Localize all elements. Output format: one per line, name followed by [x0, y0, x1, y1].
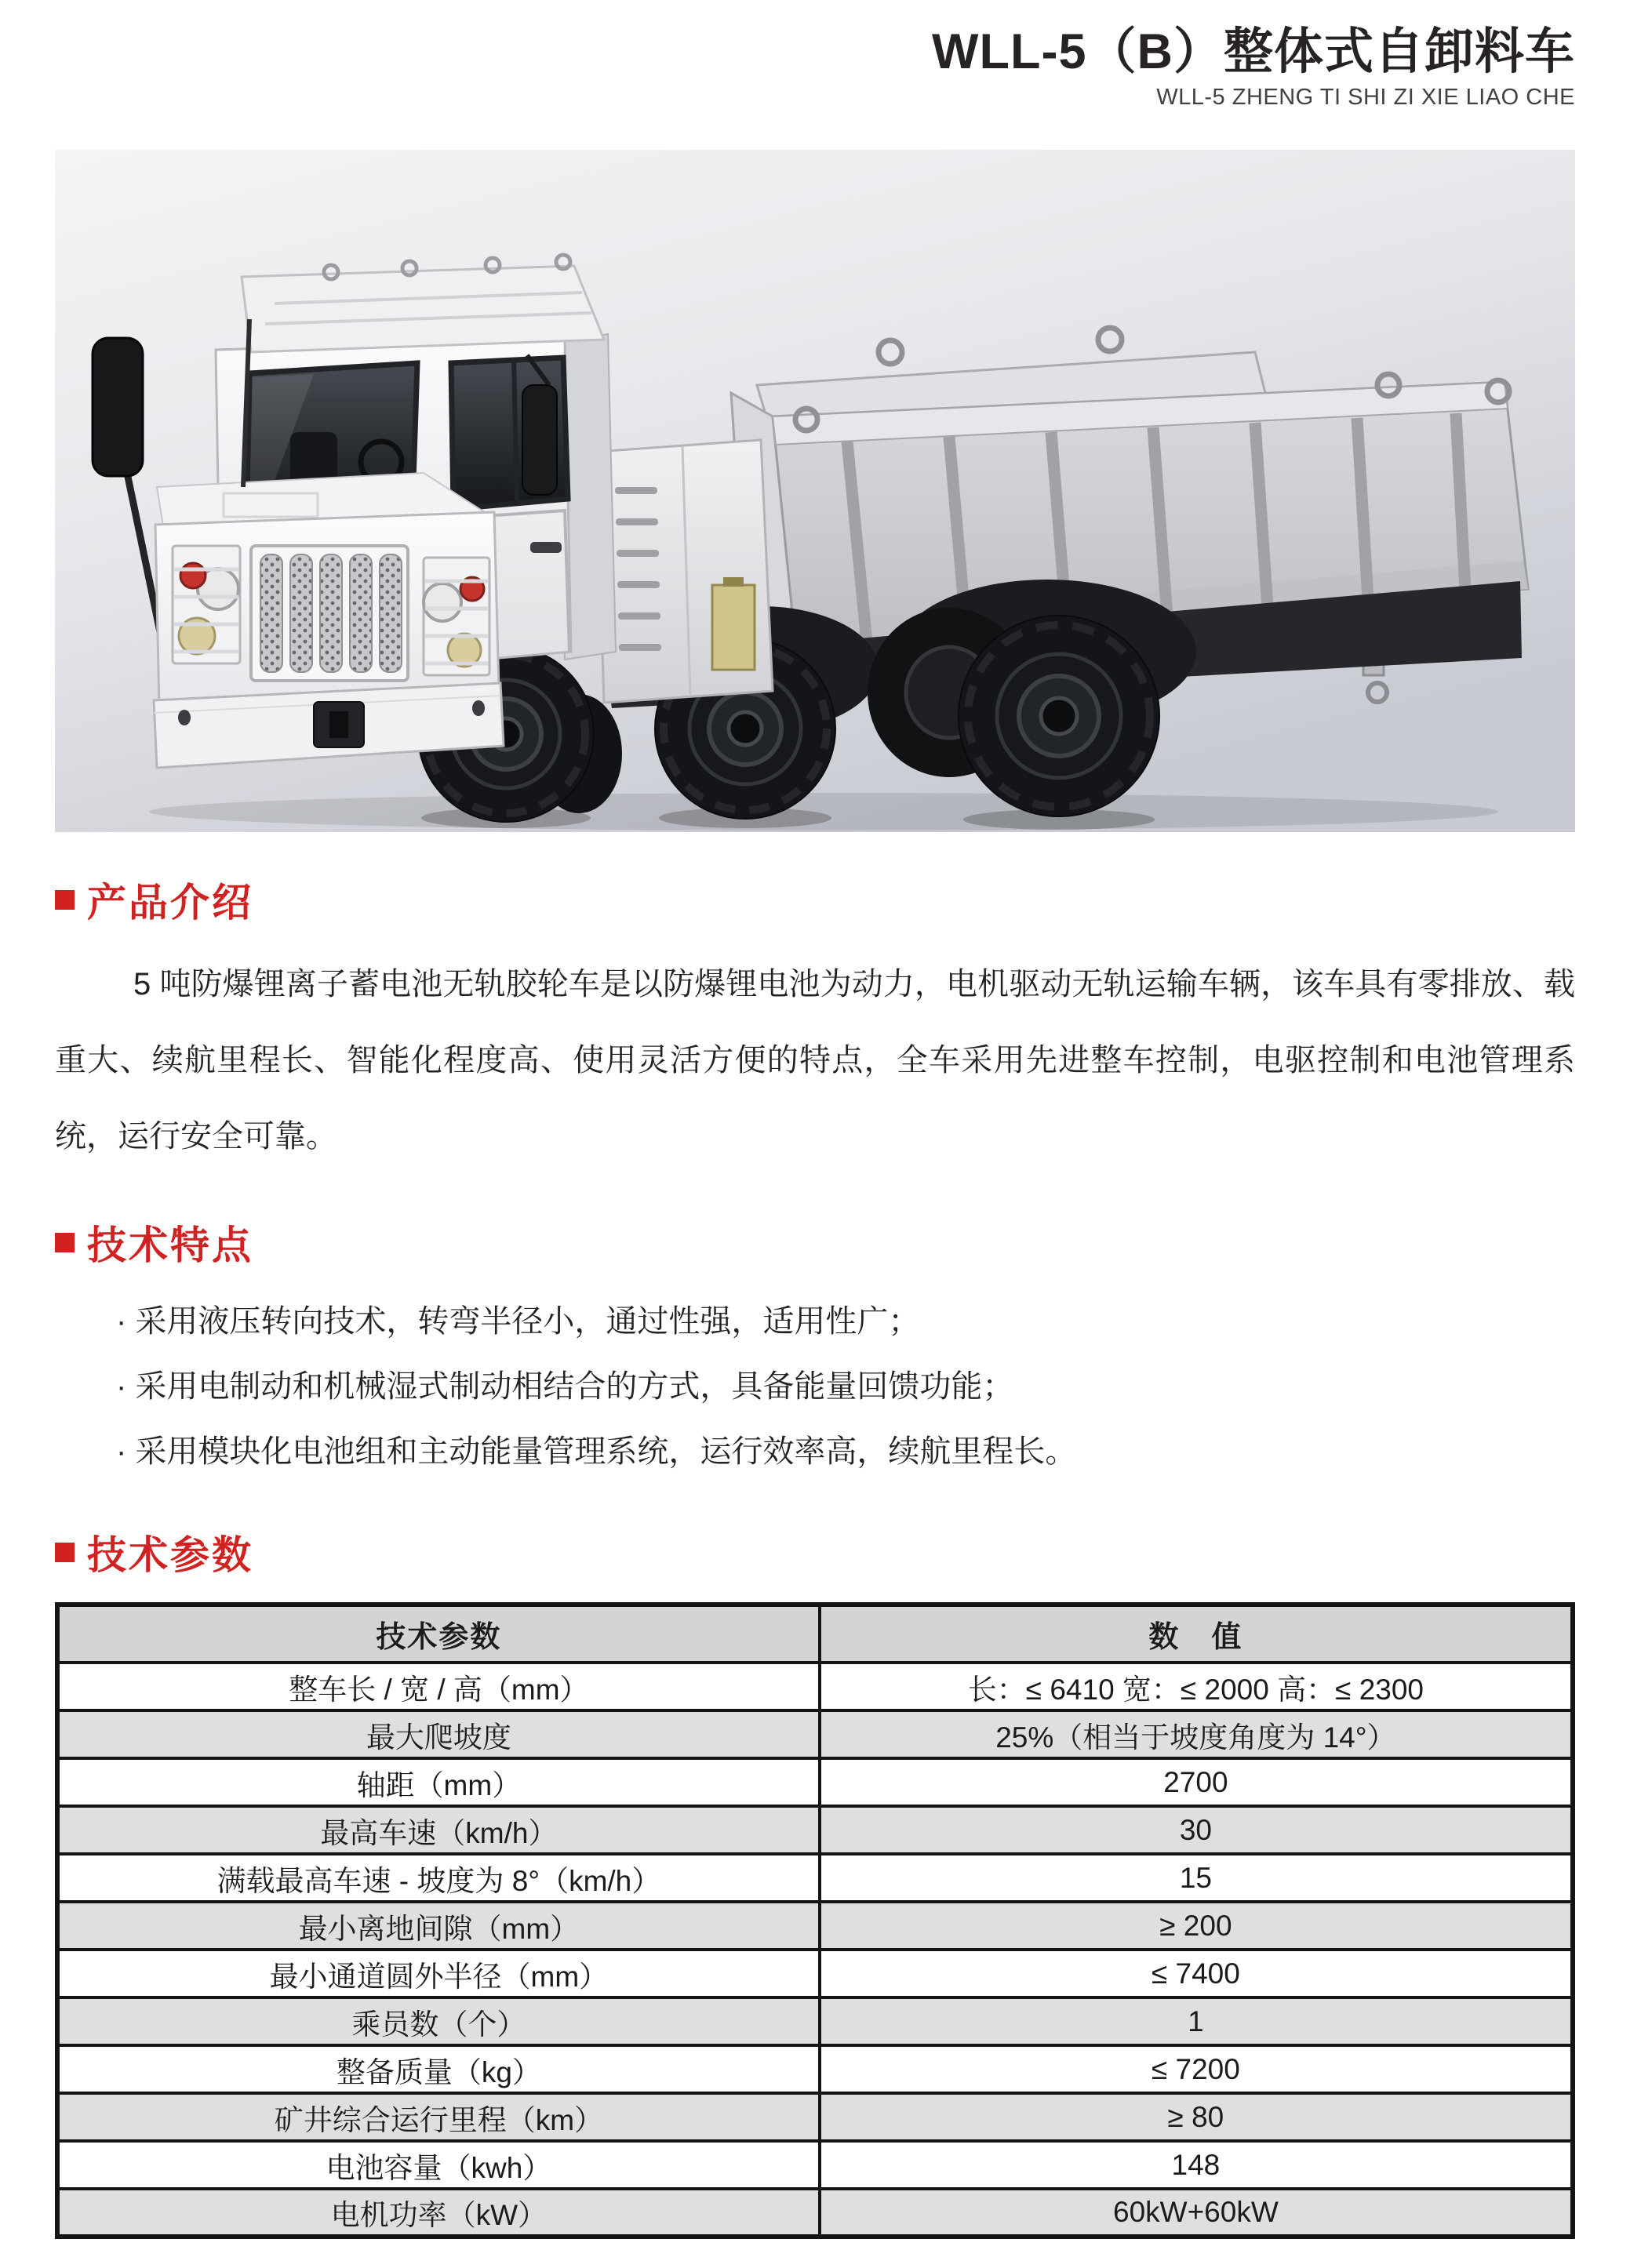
red-lamp-icon — [180, 563, 206, 588]
spec-value-cell: ≥ 200 — [820, 1902, 1573, 1950]
spec-value-cell: ≥ 80 — [820, 2093, 1573, 2141]
spec-table-row — [57, 1902, 1573, 1950]
spec-table-row — [57, 1806, 1573, 1854]
section-heading-intro — [55, 871, 1575, 928]
spec-value-cell: 2700 — [820, 1758, 1573, 1806]
section-title: 产品介绍 — [87, 881, 253, 925]
spec-value-cell: ≤ 7200 — [820, 2045, 1573, 2093]
intro-paragraph: 5 吨防爆锂离子蓄电池无轨胶轮车是以防爆锂电池为动力，电机驱动无轨运输车辆，该车具有零排放、载重大、续航里程长、智能化程度高、使用灵活方便的特点，全车采用先进整车控制，电驱控制和电池管理系统，运行安全可靠。 — [55, 967, 1575, 1154]
cab-roof — [242, 266, 604, 352]
feature-item: · 采用模块化电池组和主动能量管理系统，运行效率高，续航里程长。 — [116, 1434, 1077, 1470]
spec-table-row — [57, 1710, 1573, 1758]
section-title: 技术参数 — [87, 1533, 253, 1578]
spec-value-cell: 148 — [820, 2141, 1573, 2189]
spec-param-cell: 最高车速（km/h） — [57, 1806, 820, 1854]
red-square-bullet-icon — [55, 890, 75, 910]
spec-param-cell: 最大爬坡度 — [57, 1710, 820, 1758]
spec-col-header-value: 数 值 — [820, 1605, 1573, 1663]
spec-table-row — [57, 1950, 1573, 1997]
left-mirror — [93, 338, 143, 476]
spec-param-cell: 矿井综合运行里程（km） — [57, 2093, 820, 2141]
left-headlight-cluster — [173, 546, 240, 663]
spec-param-cell: 电池容量（kwh） — [57, 2141, 820, 2189]
spec-param-cell: 整车长 / 宽 / 高（mm） — [57, 1663, 820, 1710]
spec-table-row — [57, 1663, 1573, 1710]
spec-table-row — [57, 1854, 1573, 1902]
right-headlight-cluster — [424, 558, 489, 675]
spec-param-cell: 整备质量（kg） — [57, 2045, 820, 2093]
spec-value-cell: 25%（相当于坡度角度为 14°） — [820, 1710, 1573, 1758]
spec-table — [55, 1602, 1575, 2239]
spec-value-cell: ≤ 7400 — [820, 1950, 1573, 1997]
junction-box — [712, 585, 755, 670]
section-heading-features — [55, 1214, 1575, 1270]
page-subtitle: WLL-5 ZHENG TI SHI ZI XIE LIAO CHE — [1156, 85, 1575, 111]
spec-table-row — [57, 2045, 1573, 2093]
spec-table-header-row — [57, 1605, 1573, 1663]
spec-value-cell: 30 — [820, 1806, 1573, 1854]
spec-param-cell: 电机功率（kW） — [57, 2189, 820, 2237]
spec-table-row — [57, 2093, 1573, 2141]
spec-param-cell: 轴距（mm） — [57, 1758, 820, 1806]
spec-table-row — [57, 1758, 1573, 1806]
spec-param-cell: 最小离地间隙（mm） — [57, 1902, 820, 1950]
battery-box — [596, 440, 773, 703]
spec-param-cell: 最小通道圆外半径（mm） — [57, 1950, 820, 1997]
red-square-bullet-icon — [55, 1543, 75, 1562]
spec-param-cell: 乘员数（个） — [57, 1997, 820, 2045]
feature-item: · 采用液压转向技术，转弯半径小，通过性强，适用性广； — [116, 1304, 920, 1339]
spec-table-body — [57, 1663, 1573, 2237]
section-heading-specs — [55, 1524, 1575, 1580]
spec-table-row — [57, 2141, 1573, 2189]
product-photo — [55, 150, 1575, 832]
red-square-bullet-icon — [55, 1233, 75, 1252]
spec-table-row — [57, 1997, 1573, 2045]
section-title: 技术特点 — [87, 1223, 253, 1268]
truck-image — [55, 150, 1575, 832]
page-header — [55, 0, 1575, 111]
spec-value-cell: 60kW+60kW — [820, 2189, 1573, 2237]
page-title: WLL-5（B）整体式自卸料车 — [932, 24, 1575, 79]
spec-value-cell: 15 — [820, 1854, 1573, 1902]
feature-item: · 采用电制动和机械湿式制动相结合的方式，具备能量回馈功能； — [116, 1369, 1014, 1405]
junction-box-latch — [723, 577, 744, 587]
spec-value-cell: 长：≤ 6410 宽：≤ 2000 高：≤ 2300 — [820, 1663, 1573, 1710]
spec-param-cell: 满载最高车速 - 坡度为 8°（km/h） — [57, 1854, 820, 1902]
door-handle — [530, 542, 562, 553]
spec-table-row — [57, 2189, 1573, 2237]
spec-value-cell: 1 — [820, 1997, 1573, 2045]
ground-shadow — [149, 793, 1498, 831]
feature-list — [55, 1289, 1575, 1485]
grille-slots — [260, 554, 402, 672]
right-mirror — [522, 385, 557, 495]
spec-col-header-param: 技术参数 — [57, 1605, 820, 1663]
